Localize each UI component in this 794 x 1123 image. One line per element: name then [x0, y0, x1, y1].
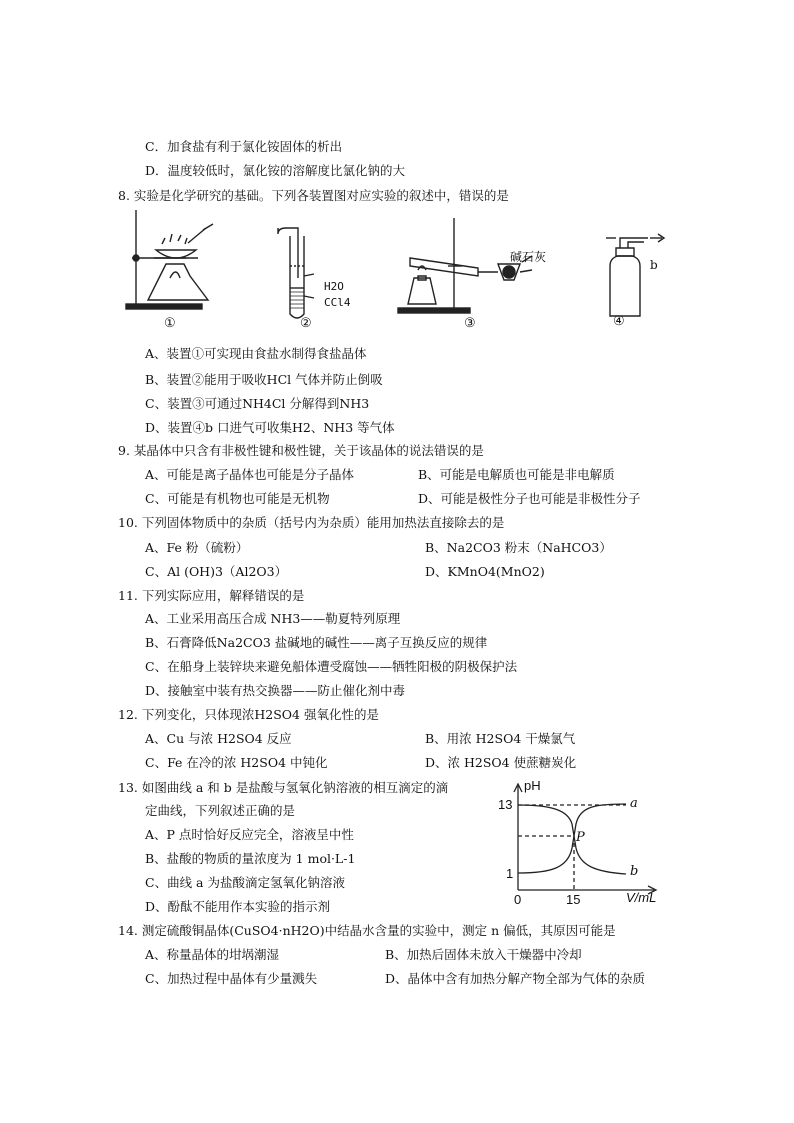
q9-stem: 9. 某晶体中只含有非极性键和极性键，关于该晶体的说法错误的是: [118, 443, 484, 458]
q11-option-d: D、接触室中装有热交换器——防止催化剂中毒: [145, 683, 406, 698]
q12-option-b: B、用浓 H2SO4 干燥氯气: [425, 731, 576, 746]
q13-option-b: B、盐酸的物质的量浓度为 1 mol·L-1: [145, 851, 356, 866]
q13-option-c: C、曲线 a 为盐酸滴定氢氧化钠溶液: [145, 875, 345, 890]
soda-lime-label: 碱石灰: [510, 250, 547, 264]
q13-option-a: A、P 点时恰好反应完全，溶液呈中性: [145, 827, 354, 842]
apparatus-2-test-tube: [278, 228, 314, 318]
q7-option-d: D．温度较低时，氯化铵的溶解度比氯化钠的大: [145, 163, 406, 178]
q10-option-c: C、Al (OH)3（Al2O3）: [145, 564, 288, 579]
ph-13-label: 13: [498, 797, 513, 812]
h2o-label: H2O: [324, 280, 344, 293]
figure-label-3: ③: [464, 316, 476, 331]
inlet-b-label: b: [650, 258, 658, 272]
q10-stem: 10. 下列固体物质中的杂质（括号内为杂质）能用加热法直接除去的是: [118, 515, 505, 530]
q14-option-d: D、晶体中含有加热分解产物全部为气体的杂质: [385, 971, 646, 986]
q9-option-c: C、可能是有机物也可能是无机物: [145, 491, 330, 506]
apparatus-3-heating-tube: [398, 218, 532, 313]
q8-stem: 8. 实验是化学研究的基础。下列各装置图对应实验的叙述中，错误的是: [118, 188, 509, 203]
q13-option-d: D、酚酞不能用作本实验的指示剂: [145, 899, 331, 914]
x-15-label: 15: [566, 892, 581, 907]
q8-option-b: B、装置②能用于吸收HCl 气体并防止倒吸: [145, 372, 383, 387]
q14-option-c: C、加热过程中晶体有少量溅失: [145, 971, 318, 986]
curve-a-label: a: [630, 796, 638, 811]
curve-b: [518, 805, 626, 874]
ph-axis-label: pH: [524, 778, 541, 793]
curve-b-label: b: [630, 864, 639, 879]
figure-label-4: ④: [613, 314, 625, 329]
q11-option-c: C、在船身上装锌块来避免船体遭受腐蚀——牺牲阳极的阴极保护法: [145, 659, 518, 674]
ph-1-label: 1: [506, 866, 514, 881]
apparatus-4-gas-bottle: [606, 234, 664, 316]
titration-graph: [496, 778, 666, 908]
q8-option-d: D、装置④b 口进气可收集H2、NH3 等气体: [145, 420, 395, 435]
q7-option-c: C．加食盐有利于氯化铵固体的析出: [145, 139, 343, 154]
figure-label-1: ①: [164, 316, 176, 331]
q8-option-c: C、装置③可通过NH4Cl 分解得到NH3: [145, 396, 370, 411]
q14-stem: 14. 测定硫酸铜晶体(CuSO4·nH2O)中结晶水含量的实验中，测定 n 偏低，其原因可能是: [118, 923, 616, 938]
q11-stem: 11. 下列实际应用，解释错误的是: [118, 588, 305, 603]
curve-a-left: [518, 804, 626, 873]
q12-stem: 12. 下列变化，只体现浓H2SO4 强氧化性的是: [118, 707, 379, 722]
q13-stem-line2: 定曲线，下列叙述正确的是: [145, 803, 296, 818]
q12-option-d: D、浓 H2SO4 使蔗糖炭化: [425, 755, 577, 770]
q11-option-a: A、工业采用高压合成 NH3——勒夏特列原理: [145, 611, 401, 626]
apparatus-drawings: [118, 208, 678, 336]
q8-apparatus-figure: [118, 208, 678, 336]
volume-axis-label: V/mL: [626, 890, 657, 905]
q10-option-a: A、Fe 粉（硫粉）: [145, 540, 249, 555]
q14-option-a: A、称量晶体的坩埚潮湿: [145, 947, 280, 962]
q14-option-b: B、加热后固体未放入干燥器中冷却: [385, 947, 582, 962]
figure-label-2: ②: [300, 316, 312, 331]
x-origin-label: 0: [514, 892, 522, 907]
q13-stem-line1: 13. 如图曲线 a 和 b 是盐酸与氢氧化钠溶液的相互滴定的滴: [118, 780, 449, 795]
q9-option-a: A、可能是离子晶体也可能是分子晶体: [145, 467, 355, 482]
q9-option-d: D、可能是极性分子也可能是非极性分子: [418, 491, 641, 506]
q9-option-b: B、可能是电解质也可能是非电解质: [418, 467, 615, 482]
q12-option-a: A、Cu 与浓 H2SO4 反应: [145, 731, 292, 746]
q11-option-b: B、石膏降低Na2CO3 盐碱地的碱性——离子互换反应的规律: [145, 635, 488, 650]
q8-option-a: A、装置①可实现由食盐水制得食盐晶体: [145, 346, 367, 361]
q12-option-c: C、Fe 在冷的浓 H2SO4 中钝化: [145, 755, 328, 770]
point-p-label: P: [576, 830, 585, 845]
ccl4-label: CCl4: [324, 296, 351, 309]
apparatus-1-evaporation: [126, 210, 213, 309]
q10-option-b: B、Na2CO3 粉末（NaHCO3）: [425, 540, 612, 555]
q10-option-d: D、KMnO4(MnO2): [425, 564, 545, 579]
